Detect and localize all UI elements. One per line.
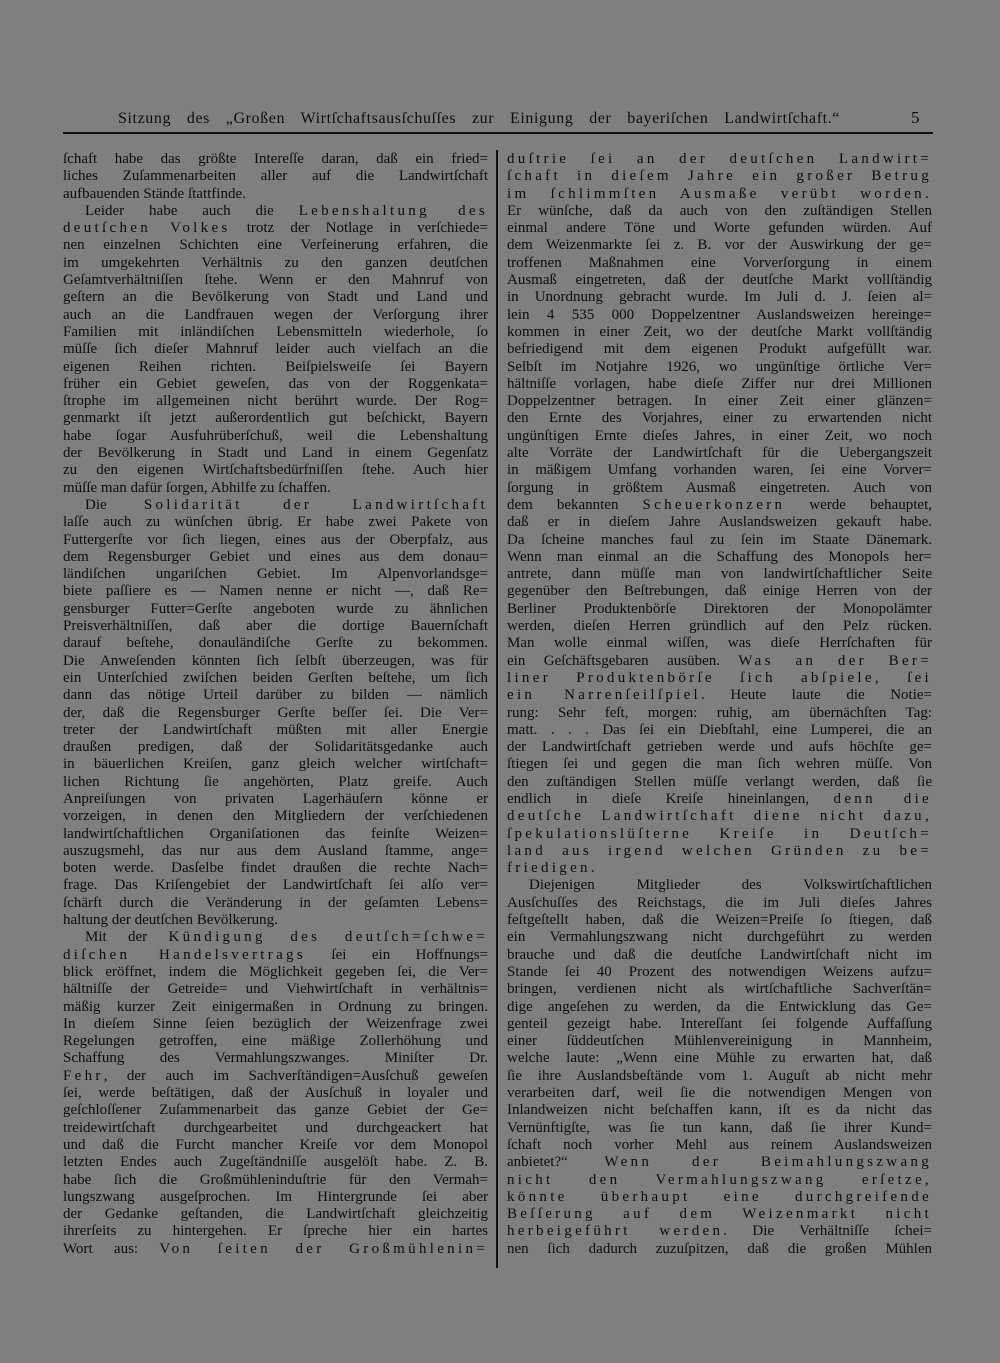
text-line: ſtrophe im allgemeinen nicht berührt wurde. Der Rog= — [63, 393, 488, 410]
text-line — [63, 1068, 488, 1085]
text-line: auszugsmehl, das nur aus dem Ausland ſtamme, ange= — [63, 842, 488, 859]
text-line: aufbauenden Stände ſtattfinde. — [63, 185, 246, 202]
text-run: Die — [85, 496, 144, 513]
text-line: Futtergerſte vor ſich liegen, eines aus der Oberpfalz, aus — [63, 531, 488, 548]
spaced-emphasis-text: friedigen. — [507, 860, 598, 877]
text-line: geſchloſſener Zuſammenarbeit das ganze Gebiet der Ge= — [63, 1102, 488, 1119]
text-line: der Landwirtſchaft getrieben werde und aufs höchſte ge= — [507, 739, 932, 756]
text-line: Er wünſche, daß da auch von den zuſtändigen Stellen — [507, 202, 932, 219]
spaced-emphasis-text: Lebenshaltung des — [298, 202, 488, 219]
text-run: ſei ein Hoffnungs= — [305, 946, 488, 963]
text-line: Wenn man einmal an die Schaffung des Monopols her= — [507, 548, 932, 565]
text-line: der, daß die Regensburger Gerſte beſſer ſei. Die Ver= — [63, 704, 488, 721]
spaced-emphasis-text: könnte überhaupt eine durchgreifende — [507, 1188, 932, 1205]
text-run: Mit der — [85, 929, 169, 946]
spaced-emphasis-text: Kündigung des deutſch=ſchwe= — [168, 929, 488, 946]
spaced-emphasis-text: Scheuerkonzern — [642, 496, 786, 513]
text-line: troffenen Maßnahmen eine Vorverſorgung in einem — [507, 254, 932, 271]
text-line: brauche und daß die deutſche Landwirtſchaft nicht im — [507, 946, 932, 963]
text-line: haltung der deutſchen Bevölkerung. — [63, 912, 278, 929]
text-line: den Ernte des Vorjahres, einer zu erwartenden nicht — [507, 410, 932, 427]
text-line: treter der Landwirtſchaft müßten mit aller Energie — [63, 721, 488, 738]
text-line — [507, 151, 932, 168]
text-line: Da ſcheine manches faul zu ſein im Staate Dänemark. — [507, 531, 932, 548]
text-line: liches Zuſammenarbeiten aller auf die Landwirtſchaft — [63, 168, 488, 185]
spaced-emphasis-text: Solidarität der Landwirtſchaft — [143, 496, 488, 513]
text-line — [507, 1223, 932, 1240]
text-run: . Die Verhältniſſe ſchei= — [723, 1223, 932, 1240]
text-line: rung: Sehr feſt, morgen: ruhig, am übernächſten Tag: — [507, 704, 932, 721]
text-run: Leider habe auch die — [85, 202, 299, 219]
text-line: einmal andere Töne und Worte gefunden würden. Auf — [507, 220, 932, 237]
text-line: ſie ihre Auslandsbeſtände vom 1. Auguſt ab nicht mehr — [507, 1067, 932, 1084]
text-line: daß er in dieſem Jahre Auslandsweizen gekauft habe. — [507, 514, 932, 531]
text-line: hältniſſe der Getreide= und Viehwirtſchaft in verhältnis= — [63, 981, 488, 998]
text-line: dem Regensburger Gebiet und eines aus dem donau= — [63, 548, 488, 565]
text-line: lichen Richtung ſie angehörten, Platz greife. Auch — [63, 773, 488, 790]
text-run: endlich in dieſe Kreiſe hineinlangen, — [507, 790, 834, 807]
text-line — [507, 168, 932, 185]
text-line — [507, 1154, 932, 1171]
text-line: Stande ſei 40 Prozent des notwendigen Weizens aufzu= — [507, 963, 932, 980]
text-line: im umgekehrten Verhältnis zu den ganzen deutſchen — [63, 254, 488, 271]
text-line: ländiſchen ungariſchen Gebiet. Im Alpenvorlandsge= — [63, 566, 488, 583]
text-line: letzten Endes auch Zugeſtändniſſe ausgelöſt habe. Z. B. — [63, 1154, 488, 1171]
text-line — [63, 947, 488, 964]
text-line: dem Weizenmarkte ſei z. B. vor der Auswirkung der ge= — [507, 237, 932, 254]
text-line: früher ein Gebiet geweſen, das von der Roggenkata= — [63, 375, 488, 392]
page-number: 5 — [911, 108, 920, 127]
text-run: Wort aus: — [63, 1240, 160, 1257]
text-line: darauf beſtehe, donauländiſche Gerſte zu bekommen. — [63, 635, 488, 652]
text-line: landwirtſchaftlichen Organiſationen das feinſte Weizen= — [63, 825, 488, 842]
text-line — [507, 1172, 932, 1189]
text-line: den zuſtändigen Stellen müſſe verlangt werden, daß ſie — [507, 773, 932, 790]
text-line: dann das nötige Urteil darüber zu bilden — nämlich — [63, 687, 488, 704]
text-line — [507, 653, 932, 670]
paragraph — [507, 877, 932, 1258]
spaced-emphasis-text: liner Produktenbörſe ſich abſpiele, ſei — [507, 669, 932, 686]
text-line: laſſe auch zu wünſchen übrig. Er habe zwei Pakete von — [63, 514, 488, 531]
text-line: Familien mit inländiſchen Lebensmitteln wiederhole, ſo — [63, 323, 488, 340]
text-run: . Heute laute die Notie= — [701, 687, 932, 704]
text-line: welche laute: „Wenn eine Mühle zu erwarten hat, daß — [507, 1050, 932, 1067]
text-line: feſtgeſtellt haben, daß die Weizen=Preiſe ſo ſtiegen, daß — [507, 912, 932, 929]
text-line: Regelungen getroffen, eine mäßige Zollerhöhung und — [63, 1033, 488, 1050]
text-line: Ausſchuſſes des Reichstags, die im Juli dieſes Jahres — [507, 894, 932, 911]
text-line: müſſe man dafür ſorgen, Abhilfe zu ſchaffen. — [63, 479, 331, 496]
text-line: Ausmaß eingetreten, daß der deutſche Markt vollſtändig — [507, 272, 932, 289]
text-line: einer ſüddeutſchen Mühlenvereinigung in Mannheim, — [507, 1033, 932, 1050]
text-line: Berliner Produktenbörſe Direktoren der Monopolämter — [507, 600, 932, 617]
text-line: Inlandweizen nicht beſchaffen kann, iſt es da nicht das — [507, 1102, 932, 1119]
text-line: in bäuerlichen Kreiſen, ganz gleich welcher wirtſchaft= — [63, 756, 488, 773]
spaced-emphasis-text: Beſſerung auf dem Weizenmarkt nicht — [507, 1206, 932, 1223]
text-run: ein Geſchäftsgebaren ausüben. — [507, 652, 739, 669]
text-line: Doppelzentner betragen. In einer Zeit einer glänzen= — [507, 393, 932, 410]
text-line — [507, 186, 932, 203]
text-line: zu den eigenen Wirtſchaftsbedürfniſſen ſtehe. Auch hier — [63, 462, 488, 479]
text-line — [507, 826, 932, 843]
text-line: in Unordnung gebracht wurde. Im Juli d. J. ſeien al= — [507, 289, 932, 306]
text-line: lungszwang ausgeſprochen. Im Hintergrunde ſei aber — [63, 1188, 488, 1205]
text-line — [507, 1189, 932, 1206]
paragraph — [63, 151, 488, 203]
spaced-emphasis-text: diſchen Handelsvertrags — [63, 946, 306, 963]
text-run: trotz der Notlage in verſchiede= — [230, 220, 488, 237]
paragraph — [63, 203, 488, 497]
text-run: werde behauptet, — [785, 496, 932, 513]
text-line: geſtern an die Bevölkerung von Stadt und Land und — [63, 289, 488, 306]
text-line: Selbſt im Notjahre 1926, wo ungünſtige örtliche Ver= — [507, 358, 932, 375]
text-line — [507, 791, 932, 808]
text-line: bringen, verdienen nicht als wirtſchaftliche Sachverſtän= — [507, 981, 932, 998]
text-line: in mäßigem Umfang vorhanden waren, ſei eine Vorver= — [507, 462, 932, 479]
header-rule — [63, 132, 933, 134]
text-line — [507, 497, 932, 514]
column-divider — [496, 150, 498, 1268]
text-line: der Bevölkerung in Stadt und Land in einem Gegenſatz — [63, 445, 488, 462]
text-run: anbietet?“ — [507, 1154, 605, 1171]
text-line — [63, 1241, 488, 1258]
text-line: In dieſem Sinne ſeien bezüglich der Weizenfrage zwei — [63, 1015, 488, 1032]
spaced-emphasis-text: ſpekulationslüſterne Kreiſe in Deutſch= — [507, 825, 932, 842]
spaced-emphasis-text: deutſche Landwirtſchaft diene nicht dazu, — [507, 808, 932, 825]
text-line: gensburger Futter=Gerſte angeboten wurde zu ähnlichen — [63, 600, 488, 617]
text-line: boten werde. Dasſelbe findet draußen die rechte Nach= — [63, 860, 488, 877]
spaced-emphasis-text: ſchaft in dieſem Jahre ein großer Betrug — [507, 168, 932, 185]
left-text-column — [63, 151, 488, 1258]
spaced-emphasis-text: denn die — [833, 790, 932, 807]
text-line: gegenüber den Beſtrebungen, daß einige Herren von der — [507, 583, 932, 600]
text-line: nen ſich dadurch zuzuſpitzen, daß die großen Mühlen — [507, 1240, 932, 1257]
text-line: frage. Das Kriſengebiet der Landwirtſchaft ſei alſo ver= — [63, 877, 488, 894]
running-header-title: Sitzung des „Großen Wirtſchaftsausſchuſſes zur Einigung der bayeriſchen Landwirtſchaft.“ — [118, 110, 840, 127]
text-line: der Gedanke geſtanden, die Landwirtſchaft gleichzeitig — [63, 1206, 488, 1223]
text-line: genteil gezeigt habe. Intereſſant ſei folgende Auffaſſung — [507, 1015, 932, 1032]
text-line: ſorgung in größtem Ausmaß eingetreten. Auch von — [507, 479, 932, 496]
text-line: ihrerſeits zu hintergehen. Er ſpreche hier ein hartes — [63, 1223, 488, 1240]
text-line: vorzeigen, in denen den Mitgliedern der verſchiedenen — [63, 808, 488, 825]
text-line — [63, 929, 488, 946]
text-line: Schaffung des Vermahlungszwanges. Miniſter Dr. — [63, 1050, 488, 1067]
text-line — [63, 497, 488, 514]
text-run: dem bekannten — [507, 496, 643, 513]
paragraph — [63, 929, 488, 1258]
spaced-emphasis-text: Was an der Ber= — [738, 652, 932, 669]
text-line: genmarkt iſt jetzt außerordentlich gut beſchickt, Bayern — [63, 410, 488, 427]
paragraph — [63, 497, 488, 929]
text-line: Anpreiſungen von privaten Lagerhäuſern könne er — [63, 790, 488, 807]
text-line — [63, 220, 488, 237]
text-line: lein 4 535 000 Doppelzentner Auslandsweizen hereinge= — [507, 306, 932, 323]
text-line: müſſe ſich dieſer Mahnruf leider auch vielfach an die — [63, 341, 488, 358]
text-line: treidewirtſchaft durchgearbeitet und durchgeackert hat — [63, 1119, 488, 1136]
text-line — [507, 860, 932, 877]
text-line — [63, 203, 488, 220]
text-line: Geſamtverhältniſſen ſtehe. Wenn er den Mahnruf von — [63, 272, 488, 289]
text-line: ſei, werde beſtätigen, daß der Ausſchuß in loyaler und — [63, 1085, 488, 1102]
text-line: ſchaft habe das größte Intereſſe daran, daß ein fried= — [63, 151, 488, 167]
text-line: Diejenigen Mitglieder des Volkswirtſchaftlichen — [529, 877, 932, 894]
text-line: hältniſſe vorlagen, habe dieſe Ziffer nur drei Millionen — [507, 375, 932, 392]
right-text-column — [507, 151, 932, 1258]
spaced-emphasis-text: Wenn der Beimahlungszwang — [604, 1154, 932, 1171]
text-line: ein Vermahlungszwang nicht durchgeführt zu werden — [507, 929, 932, 946]
text-line — [507, 670, 932, 687]
text-line: nen einzelnen Schichten eine Verfeinerung erfahren, die — [63, 237, 488, 254]
text-line: ungünſtigen Ernte dieſes Jahres, in einer Zeit, wo noch — [507, 427, 932, 444]
spaced-emphasis-text: im ſchlimmſten Ausmaße verübt worden. — [507, 185, 932, 202]
text-line: matt. . . . Das ſei ein Diebſtahl, eine Lumperei, die an — [507, 721, 932, 738]
text-line: antrete, dann müſſe man von landwirtſchaftlicher Seite — [507, 566, 932, 583]
spaced-emphasis-text: ein Narrenſeilſpiel — [507, 687, 702, 704]
text-line: werden, dieſen Herren gründlich auf den Pelz rücken. — [507, 618, 932, 635]
text-line: befriedigend mit dem eigenen Produkt aufgefüllt war. — [507, 341, 932, 358]
text-line: Man wolle einmal wiſſen, was dieſe Herrſchaften für — [507, 635, 932, 652]
text-line: Vernünftigſte, was ſie tun kann, daß ſie ihrer Kund= — [507, 1119, 932, 1136]
text-line: blick eröffnet, indem die Möglichkeit gegeben ſei, die Ver= — [63, 963, 488, 980]
paragraph — [507, 151, 932, 877]
text-line: mäßig kurzer Zeit einigermaßen in Ordnung zu bringen. — [63, 998, 488, 1015]
spaced-emphasis-text: Fehr — [63, 1067, 104, 1084]
spaced-emphasis-text: nicht den Vermahlungszwang erſetze, — [507, 1171, 932, 1188]
text-line: kommen in einer Zeit, wo der deutſche Markt vollſtändig — [507, 323, 932, 340]
spaced-emphasis-text: Von ſeiten der Großmühlenin= — [159, 1240, 488, 1257]
text-line: ſtiegen ſei und gegen die man ſich wehren müſſe. Von — [507, 756, 932, 773]
text-line: alte Vorräte der Landwirtſchaft für die Uebergangszeit — [507, 445, 932, 462]
text-line: Die Anweſenden könnten ſich ſelbſt überzeugen, was für — [63, 652, 488, 669]
text-line: dige angeſehen zu werden, da die Entwicklung das Ge= — [507, 998, 932, 1015]
text-line: auch an die Landfrauen wegen der Verſorgung ihrer — [63, 306, 488, 323]
text-line — [507, 808, 932, 825]
text-line: ſchärft durch die Veränderung in der geſamten Lebens= — [63, 894, 488, 911]
text-line: biete paſſiere es — Namen nenne er nicht —, daß Re= — [63, 583, 488, 600]
text-line: habe ſogar Ausfuhrüberſchuß, weil die Lebenshaltung — [63, 427, 488, 444]
text-line: Preisverhältniſſen, daß aber die dortige Bauernſchaft — [63, 618, 488, 635]
spaced-emphasis-text: herbeigeführt werden — [507, 1223, 724, 1240]
text-line: verarbeiten darf, weil ſie die notwendigen Mengen von — [507, 1085, 932, 1102]
text-line: eigenen Reihen richten. Beiſpielsweiſe ſei Bayern — [63, 358, 488, 375]
text-line: habe ſich die Großmühleninduſtrie für den Vermah= — [63, 1171, 488, 1188]
text-line — [507, 843, 932, 860]
text-line: ſchaft noch vorher Mehl aus reinem Auslandsweizen — [507, 1136, 932, 1153]
text-line: draußen predigen, daß der Solidaritätsgedanke auch — [63, 739, 488, 756]
spaced-emphasis-text: duſtrie ſei an der deutſchen Landwirt= — [507, 151, 932, 167]
text-line — [507, 1206, 932, 1223]
text-line: und daß die Furcht mancher Kreiſe vor dem Monopol — [63, 1136, 488, 1153]
spaced-emphasis-text: deutſchen Volkes — [63, 220, 231, 237]
text-line — [507, 687, 932, 704]
text-run: , der auch im Sachverſtändigen=Ausſchuß geweſen — [103, 1067, 488, 1084]
text-line: ein Unterſchied zwiſchen beiden Gerſten beſtehe, um ſich — [63, 669, 488, 686]
spaced-emphasis-text: land aus irgend welchen Gründen zu be= — [507, 842, 932, 859]
